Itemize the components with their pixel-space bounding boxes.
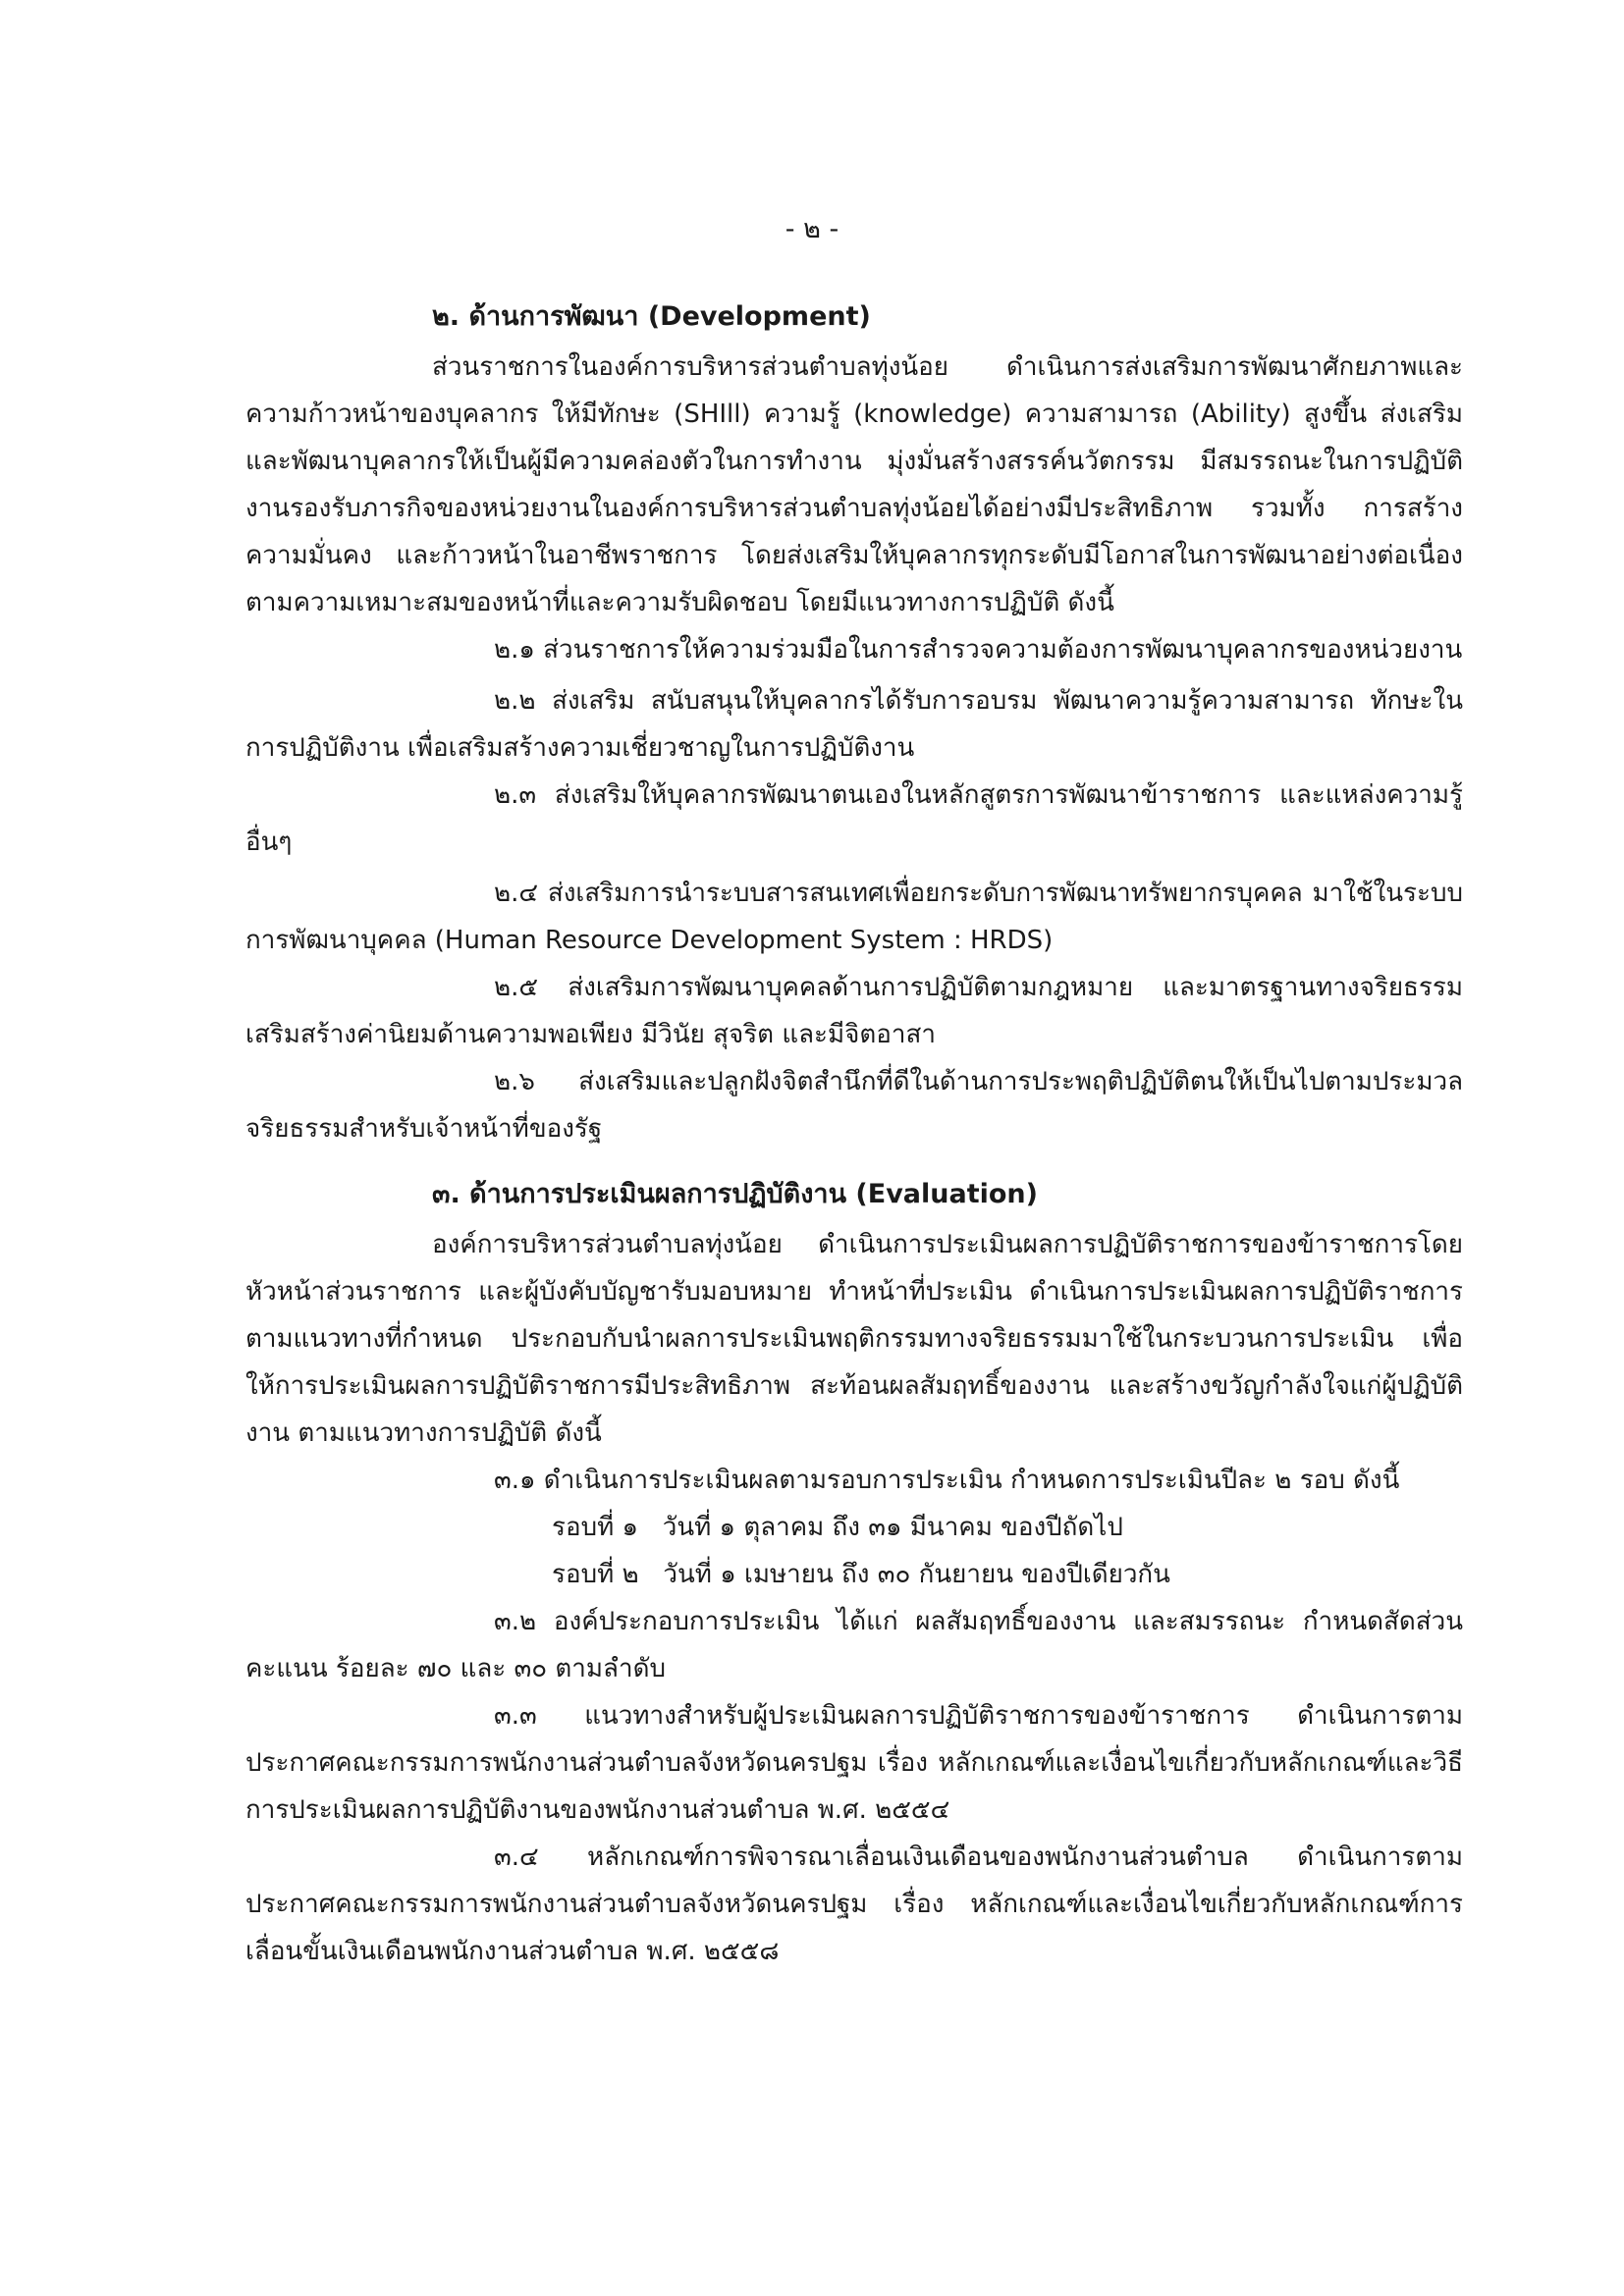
list-item: ๒.๑ ส่วนราชการให้ความร่วมมือในการสำรวจความต้องการพัฒนาบุคลากรของหน่วยงาน bbox=[494, 635, 1463, 665]
section-intro-evaluation: องค์การบริหารส่วนตำบลทุ่งน้อย ดำเนินการประเมินผลการปฏิบัติราชการของข้าราชการโดยหัวหน้าส่วนราชการ และผู้บังคับบัญชารับมอบหมาย ทำหน้าที่ประเมิน ดำเนินการประเมินผลการปฏิบัติราชการตามแนวทางที่กำหนด ประกอบกับนำผลการประเมินพฤติกรรมทางจริยธรรมมาใช้ในกระบวนการประเมิน เพื่อให้การประเมินผลการปฏิบัติราชการมีประสิทธิภาพ สะท้อนผลสัมฤทธิ์ของงาน และสร้างขวัญกำลังใจแก่ผู้ปฏิบัติงาน ตามแนวทางการปฏิบัติ ดังนี้ bbox=[245, 1230, 1463, 1448]
section-evaluation bbox=[245, 1168, 1463, 1975]
list-item: ๒.๓ ส่งเสริมให้บุคลากรพัฒนาตนเองในหลักสูตรการพัฒนาข้าราชการ และแหล่งความรู้อื่นๆ bbox=[245, 780, 1463, 857]
section-intro-development: ส่วนราชการในองค์การบริหารส่วนตำบลทุ่งน้อย ดำเนินการส่งเสริมการพัฒนาศักยภาพและความก้าวหน้าของบุคลากร ให้มีทักษะ (SHIll) ความรู้ (knowledge) ความสามารถ (Ability) สูงขึ้น ส่งเสริม และพัฒนาบุคลากรให้เป็นผู้มีความคล่องตัวในการทำงาน มุ่งมั่นสร้างสรรค์นวัตกรรม มีสมรรถนะในการปฏิบัติงานรองรับภารกิจของหน่วยงานในองค์การบริหารส่วนตำบลทุ่งน้อยได้อย่างมีประสิทธิภาพ รวมทั้ง การสร้างความมั่นคง และก้าวหน้าในอาชีพราชการ โดยส่งเสริมให้บุคลากรทุกระดับมีโอกาสในการพัฒนาอย่างต่อเนื่อง ตามความเหมาะสมของหน้าที่และความรับผิดชอบ โดยมีแนวทางการปฏิบัติ ดังนี้ bbox=[245, 352, 1463, 617]
document-body bbox=[245, 291, 1463, 1975]
list-item: ๓.๑ ดำเนินการประเมินผลตามรอบการประเมิน กำหนดการประเมินปีละ ๒ รอบ ดังนี้ bbox=[494, 1466, 1400, 1495]
evaluation-round-1: รอบที่ ๑ วันที่ ๑ ตุลาคม ถึง ๓๑ มีนาคม ของปีถัดไป bbox=[552, 1513, 1123, 1542]
list-item: ๒.๔ ส่งเสริมการนำระบบสารสนเทศเพื่อยกระดับการพัฒนาทรัพยากรบุคคล มาใช้ในระบบการพัฒนาบุคคล (Human Resource Development System : HRDS) bbox=[245, 879, 1463, 955]
list-item: ๓.๒ องค์ประกอบการประเมิน ได้แก่ ผลสัมฤทธิ์ของงาน และสมรรถนะ กำหนดสัดส่วนคะแนน ร้อยละ ๗๐ และ ๓๐ ตามลำดับ bbox=[245, 1607, 1463, 1683]
list-item: ๒.๕ ส่งเสริมการพัฒนาบุคคลด้านการปฏิบัติตามกฎหมาย และมาตรฐานทางจริยธรรม เสริมสร้างค่านิยมด้านความพอเพียง มีวินัย สุจริต และมีจิตอาสา bbox=[245, 973, 1463, 1049]
list-item: ๓.๔ หลักเกณฑ์การพิจารณาเลื่อนเงินเดือนของพนักงานส่วนตำบล ดำเนินการตามประกาศคณะกรรมการพนักงานส่วนตำบลจังหวัดนครปฐม เรื่อง หลักเกณฑ์และเงื่อนไขเกี่ยวกับหลักเกณฑ์การเลื่อนขั้นเงินเดือนพนักงานส่วนตำบล พ.ศ. ๒๕๕๘ bbox=[245, 1842, 1463, 1966]
page-number: - ๒ - bbox=[785, 214, 839, 244]
list-item: ๒.๖ ส่งเสริมและปลูกฝังจิตสำนึกที่ดีในด้านการประพฤติปฏิบัติตนให้เป็นไปตามประมวลจริยธรรมสำหรับเจ้าหน้าที่ของรัฐ bbox=[245, 1067, 1463, 1144]
evaluation-round-2: รอบที่ ๒ วันที่ ๑ เมษายน ถึง ๓๐ กันยายน ของปีเดียวกัน bbox=[552, 1560, 1170, 1589]
section-development bbox=[245, 291, 1463, 1152]
list-item: ๒.๒ ส่งเสริม สนับสนุนให้บุคลากรได้รับการอบรม พัฒนาความรู้ความสามารถ ทักษะในการปฏิบัติงาน เพื่อเสริมสร้างความเชี่ยวชาญในการปฏิบัติงาน bbox=[245, 686, 1463, 763]
list-item: ๓.๓ แนวทางสำหรับผู้ประเมินผลการปฏิบัติราชการของข้าราชการ ดำเนินการตามประกาศคณะกรรมการพนักงานส่วนตำบลจังหวัดนครปฐม เรื่อง หลักเกณฑ์และเงื่อนไขเกี่ยวกับหลักเกณฑ์และวิธีการประเมินผลการปฏิบัติงานของพนักงานส่วนตำบล พ.ศ. ๒๕๕๔ bbox=[245, 1701, 1463, 1825]
section-heading-evaluation: ๓. ด้านการประเมินผลการปฏิบัติงาน (Evaluation) bbox=[432, 1179, 1038, 1209]
section-heading-development: ๒. ด้านการพัฒนา (Development) bbox=[432, 301, 871, 332]
